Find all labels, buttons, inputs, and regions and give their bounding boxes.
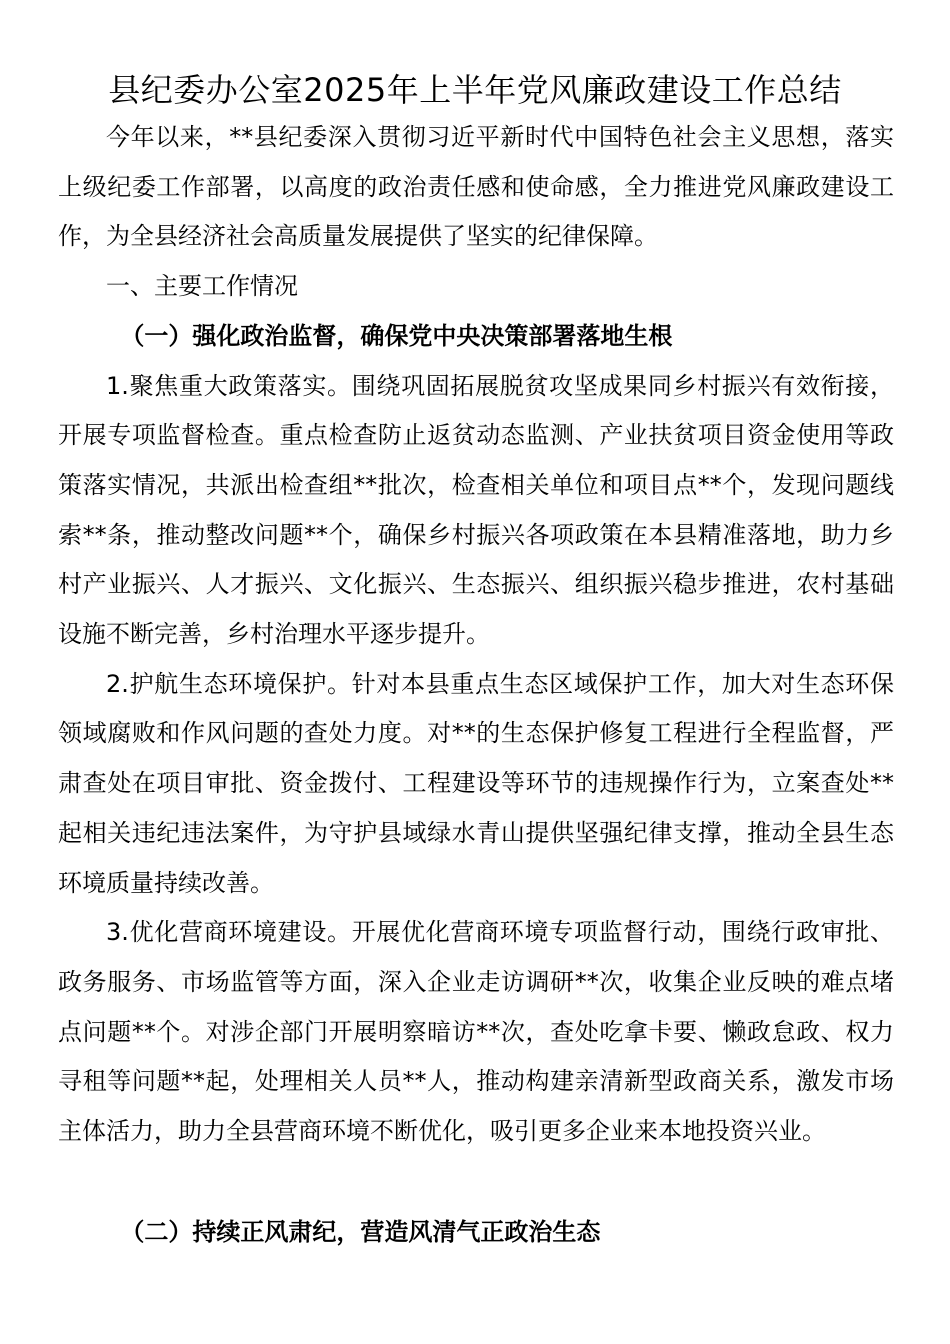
document-body (58, 113, 894, 1157)
document-title: 县纪委办公室2025年上半年党风廉政建设工作总结 (108, 71, 842, 109)
paragraph-item-1: 1.聚焦重大政策落实。围绕巩固拓展脱贫攻坚成果同乡村振兴有效衔接，开展专项监督检查。重点检查防止返贫动态监测、产业扶贫项目资金使用等政策落实情况，共派出检查组**批次，检查相关单位和项目点**个，发现问题线索**条，推动整改问题**个，确保乡村振兴各项政策在本县精准落地，助力乡村产业振兴、人才振兴、文化振兴、生态振兴、组织振兴稳步推进，农村基础设施不断完善，乡村治理水平逐步提升。 (58, 371, 894, 649)
intro-paragraph: 今年以来，**县纪委深入贯彻习近平新时代中国特色社会主义思想，落实上级纪委工作部署，以高度的政治责任感和使命感，全力推进党风廉政建设工作，为全县经济社会高质量发展提供了坚实的纪律保障。 (58, 123, 894, 251)
section-heading-main-work: 一、主要工作情况 (106, 272, 298, 301)
subsection-heading-political-supervision: （一）强化政治监督，确保党中央决策部署落地生根 (120, 321, 673, 350)
paragraph-item-2: 2.护航生态环境保护。针对本县重点生态区域保护工作，加大对生态环保领域腐败和作风问题的查处力度。对**的生态保护修复工程进行全程监督，严肃查处在项目审批、资金拨付、工程建设等环节的违规操作行为，立案查处**起相关违纪违法案件，为守护县域绿水青山提供坚强纪律支撑，推动全县生态环境质量持续改善。 (58, 669, 894, 897)
subsection-heading-discipline: （二）持续正风肃纪，营造风清气正政治生态 (120, 1218, 601, 1246)
paragraph-item-3: 3.优化营商环境建设。开展优化营商环境专项监督行动，围绕行政审批、政务服务、市场监管等方面，深入企业走访调研**次，收集企业反映的难点堵点问题**个。对涉企部门开展明察暗访**次，查处吃拿卡要、懒政怠政、权力寻租等问题**起，处理相关人员**人，推动构建亲清新型政商关系，激发市场主体活力，助力全县营商环境不断优化，吸引更多企业来本地投资兴业。 (58, 918, 894, 1146)
